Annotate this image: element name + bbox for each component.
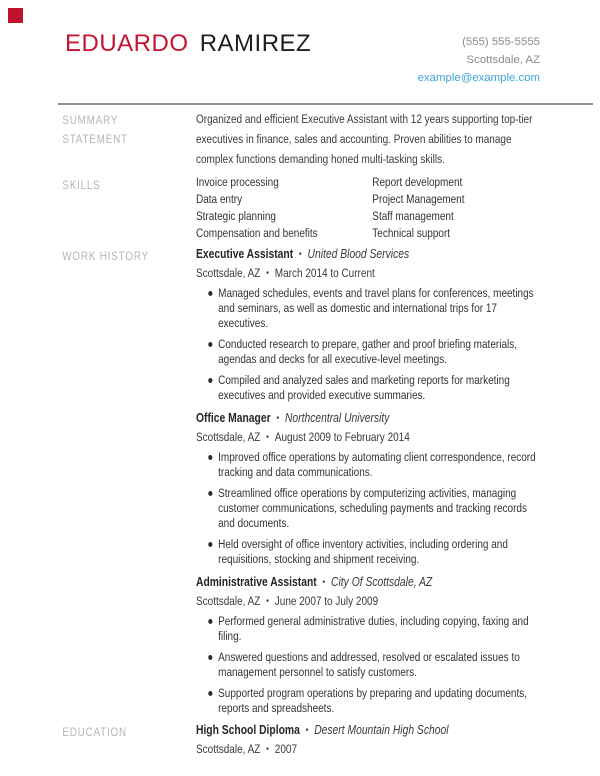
skill-item: Staff management xyxy=(372,209,454,223)
job-bullet: Compiled and analyzed sales and marketing reports for marketing executives and provided executive summaries. xyxy=(196,373,537,403)
education-title-line xyxy=(196,721,537,740)
job-entry-office-manager xyxy=(196,409,537,567)
job-bullet: Managed schedules, events and travel plans for conferences, meetings and seminars, as well as domestic and international trips for 17 executives. xyxy=(196,286,537,331)
education-location: Scottsdale, AZ xyxy=(195,742,261,756)
job-bullet: Performed general administrative duties, including copying, faxing and filing. xyxy=(196,614,537,644)
job-title-line xyxy=(196,573,537,592)
job-company: Northcentral University xyxy=(284,411,390,425)
education-entry xyxy=(196,721,537,759)
candidate-name xyxy=(65,30,311,58)
education-year: 2007 xyxy=(274,742,298,756)
section-summary xyxy=(0,109,600,169)
job-location: Scottsdale, AZ xyxy=(195,266,261,280)
job-location: Scottsdale, AZ xyxy=(195,430,261,444)
job-title: Executive Assistant xyxy=(195,247,294,261)
skills-column-2 xyxy=(372,174,537,242)
job-bullet-list xyxy=(196,614,537,716)
job-dates: March 2014 to Current xyxy=(274,266,375,280)
candidate-last-name: RAMIREZ xyxy=(199,30,312,57)
separator-dot: • xyxy=(266,268,270,279)
job-entry-executive-assistant xyxy=(196,245,537,403)
section-education xyxy=(0,721,600,759)
education-school: Desert Mountain High School xyxy=(314,723,449,737)
job-bullet: Answered questions and addressed, resolved or escalated issues to management personnel to satisfy customers. xyxy=(196,650,537,680)
education-meta-line xyxy=(196,740,537,759)
job-title-line xyxy=(196,409,537,428)
separator-dot: • xyxy=(305,725,309,736)
job-bullet: Conducted research to prepare, gather and proof briefing materials, agendas and decks for all executive-level meetings. xyxy=(196,337,537,367)
skill-item: Report development xyxy=(372,175,463,189)
separator-dot: • xyxy=(298,249,302,260)
job-dates: June 2007 to July 2009 xyxy=(274,594,379,608)
job-bullet: Streamlined office operations by computerizing activities, managing customer communications, scheduling payments and tracking records and documents. xyxy=(196,486,537,531)
separator-dot: • xyxy=(276,413,280,424)
job-title-line xyxy=(196,245,537,264)
job-bullet-list xyxy=(196,286,537,403)
job-entry-administrative-assistant xyxy=(196,573,537,716)
skill-item: Strategic planning xyxy=(195,209,276,223)
job-title: Office Manager xyxy=(195,411,271,425)
skill-item: Technical support xyxy=(372,226,451,240)
separator-dot: • xyxy=(266,432,270,443)
section-work-history xyxy=(0,245,600,716)
summary-section-label: SUMMARY STATEMENT xyxy=(62,113,128,146)
job-bullet: Held oversight of office inventory activities, including ordering and requisitions, stocking and shipment receiving. xyxy=(196,537,537,567)
job-company: United Blood Services xyxy=(307,247,410,261)
education-degree: High School Diploma xyxy=(195,723,300,737)
skill-item: Project Management xyxy=(372,192,465,206)
contact-location: Scottsdale, AZ xyxy=(466,54,540,66)
job-dates: August 2009 to February 2014 xyxy=(274,430,410,444)
job-company: City Of Scottsdale, AZ xyxy=(331,575,433,589)
job-bullet: Supported program operations by preparing and updating documents, reports and spreadsheets. xyxy=(196,686,537,716)
work-history-section-label: WORK HISTORY xyxy=(62,249,149,263)
candidate-first-name: EDUARDO xyxy=(65,30,189,57)
job-bullet: Improved office operations by automating client correspondence, record tracking and data communications. xyxy=(196,450,537,480)
skills-column-1 xyxy=(196,174,372,242)
education-section-label: EDUCATION xyxy=(62,725,127,739)
skill-item: Compensation and benefits xyxy=(195,226,318,240)
contact-email-link[interactable]: example@example.com xyxy=(417,72,540,84)
resume-header xyxy=(0,0,600,88)
job-meta-line xyxy=(196,592,537,611)
separator-dot: • xyxy=(266,596,270,607)
job-title: Administrative Assistant xyxy=(195,575,317,589)
work-history-entries xyxy=(196,245,537,716)
section-skills xyxy=(0,174,600,242)
job-location: Scottsdale, AZ xyxy=(195,594,261,608)
skill-item: Invoice processing xyxy=(195,175,279,189)
job-meta-line xyxy=(196,264,537,283)
header-divider xyxy=(58,103,593,105)
skills-grid xyxy=(196,174,537,242)
resume-body xyxy=(0,109,600,759)
skills-section-label: SKILLS xyxy=(62,178,101,192)
job-bullet-list xyxy=(196,450,537,567)
separator-dot: • xyxy=(322,577,326,588)
contact-phone: (555) 555-5555 xyxy=(462,36,540,48)
summary-text: Organized and efficient Executive Assistant with 12 years supporting top-tier executives in finance, sales and accounting. Proven abilities to manage complex functions demanding honed multi-tasking skills. xyxy=(195,112,533,166)
skill-item: Data entry xyxy=(195,192,243,206)
contact-block xyxy=(418,33,540,87)
separator-dot: • xyxy=(266,744,270,755)
job-meta-line xyxy=(196,428,537,447)
